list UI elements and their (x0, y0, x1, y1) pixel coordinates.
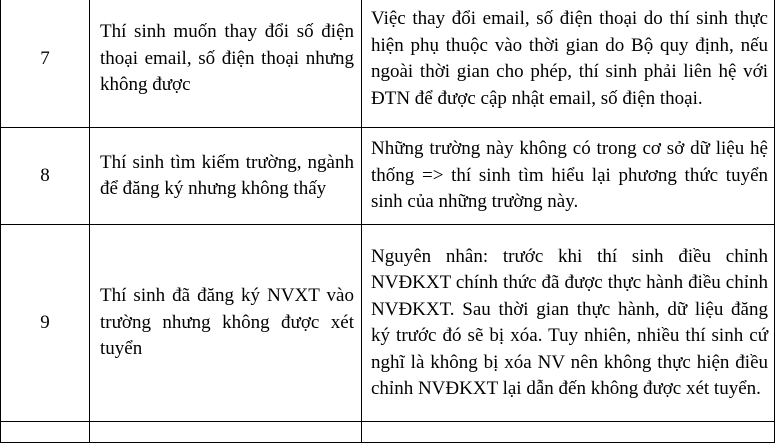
question-cell: Thí sinh tìm kiếm trường, ngành để đăng ký nhưng không thấy (90, 128, 362, 225)
empty-cell (362, 422, 775, 443)
answer-cell: Nguyên nhân: trước khi thí sinh điều chỉnh NVĐKXT chính thức đã được thực hành điều chỉnh NVĐKXT. Sau thời gian thực hành, dữ liệu đăng ký trước đó sẽ bị xóa. Tuy nhiên, nhiều thí sinh cứ nghĩ là không bị xóa NV nên không thực hiện điều chỉnh NVĐKXT lại dẫn đến không được xét tuyển. (362, 225, 775, 422)
empty-cell (1, 422, 90, 443)
row-number: 9 (1, 225, 90, 422)
question-cell: Thí sinh muốn thay đổi số điện thoại email, số điện thoại nhưng không được (90, 0, 362, 128)
table-row-partial (1, 422, 775, 443)
table-row (1, 128, 775, 225)
row-number: 7 (1, 0, 90, 128)
answer-cell: Những trường này không có trong cơ sở dữ liệu hệ thống => thí sinh tìm hiểu lại phương thức tuyển sinh của những trường này. (362, 128, 775, 225)
empty-cell (90, 422, 362, 443)
table-row (1, 225, 775, 422)
question-cell: Thí sinh đã đăng ký NVXT vào trường nhưng không được xét tuyển (90, 225, 362, 422)
table-row (1, 0, 775, 128)
row-number: 8 (1, 128, 90, 225)
answer-cell: Việc thay đổi email, số điện thoại do thí sinh thực hiện phụ thuộc vào thời gian do Bộ quy định, nếu ngoài thời gian cho phép, thí sinh phải liên hệ với ĐTN để được cập nhật email, số điện thoại. (362, 0, 775, 128)
